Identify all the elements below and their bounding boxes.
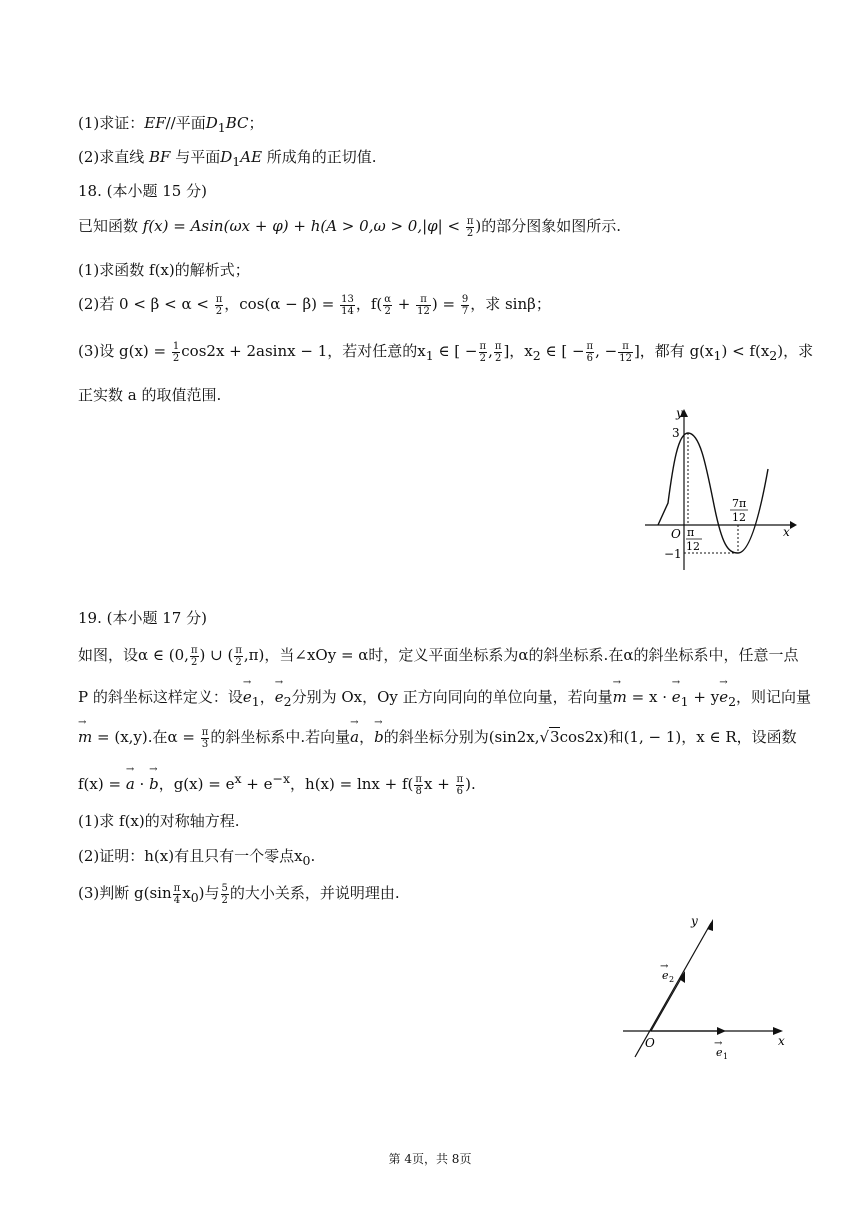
x-label: x <box>783 525 790 539</box>
frac <box>494 341 503 364</box>
q17-part1-prefix: (1)求证： <box>78 114 145 132</box>
vector-m: → m <box>613 688 627 706</box>
q18-part3-end: )，求 <box>777 342 814 360</box>
bracket: ]，都有 g(x <box>633 342 714 360</box>
vector-a: → a <box>126 775 135 793</box>
sup: x <box>234 771 242 786</box>
origin-label: O <box>671 527 681 541</box>
vector-e2: → e <box>275 688 284 706</box>
frac <box>461 294 469 317</box>
frac-num: π <box>586 340 594 352</box>
q19-line1-rest: ,π)，当∠xOy = α时，定义平面坐标系为α的斜坐标系.在α的斜坐标系中，任意一点 <box>243 646 799 664</box>
frac-num: π <box>479 340 487 352</box>
h: ，h(x) = lnx + f( <box>290 775 414 793</box>
end: . <box>310 847 316 865</box>
lt: ) < f(x <box>721 342 770 360</box>
frac <box>383 294 392 317</box>
frac <box>221 883 229 906</box>
e2-overarrow: → <box>660 961 669 972</box>
vector-m: → m <box>78 728 92 746</box>
frac-den: 6 <box>586 352 593 364</box>
vector-b: → b <box>149 775 159 793</box>
q19-line3: → m = (x,y).在α = $\frac{\pi}{3}$ 的斜坐标系中.若向量→ a，→ b的斜坐标分别为(sin2x,√3cos2x)和(1, − 1)，x ∈ R，设函数 <box>78 726 797 750</box>
comma: , <box>488 342 493 360</box>
q18-part3-mid: cos2x + 2asinx − 1，若对任意的x <box>181 342 426 360</box>
comma: ， <box>259 688 275 706</box>
prefix: f(x) = <box>78 775 126 793</box>
frac <box>414 774 423 797</box>
plus: + y <box>688 688 720 706</box>
frac-den: 7 <box>461 305 469 317</box>
q17-part1-sep: //平面 <box>165 114 206 132</box>
x-axis-arrow <box>790 521 797 529</box>
x: x <box>182 884 191 902</box>
frac-num: π <box>173 882 181 894</box>
q19-graph <box>615 905 805 1075</box>
frac <box>416 294 431 317</box>
frac-num: π <box>416 294 431 306</box>
coord: 的斜坐标分别为(sin2x, <box>383 728 540 746</box>
y-tick-3: 3 <box>672 426 680 440</box>
q18-part3-prefix: (3)设 g(x) = <box>78 342 171 360</box>
q18-intro <box>78 215 621 239</box>
sub: 2 <box>532 348 541 363</box>
q19-line4 <box>78 771 476 797</box>
q18-intro-prefix: 已知函数 <box>78 217 143 235</box>
vector-e1: → e <box>243 688 252 706</box>
plus: + e <box>241 775 273 793</box>
q19-line1 <box>78 644 798 668</box>
end: 的大小关系，并说明理由. <box>229 884 400 902</box>
in: ∈ [ − <box>433 342 478 360</box>
frac-num: 9 <box>461 293 469 305</box>
frac-den: 12 <box>619 352 632 364</box>
vector-b: → b <box>374 728 384 746</box>
frac-num: 1 <box>172 340 180 352</box>
frac-den: 2 <box>172 352 180 364</box>
vector-a: → a <box>350 728 359 746</box>
dot: · <box>134 775 150 793</box>
sub: 0 <box>302 853 311 868</box>
y-label: y <box>676 406 683 420</box>
q18-part3 <box>78 340 813 364</box>
e1-overarrow: → <box>714 1038 723 1049</box>
sub: 1 <box>680 694 689 709</box>
sup: −x <box>272 771 291 786</box>
q18-part3-line2: 正实数 a 的取值范围. <box>78 386 222 404</box>
comma: , − <box>595 342 618 360</box>
q18-graph <box>640 405 800 575</box>
frac <box>456 774 465 797</box>
q18-part2-prefix: (2)若 0 < β < α < <box>78 295 214 313</box>
frac-num: 5 <box>221 882 228 894</box>
q18-intro-post: )的部分图象如图所示. <box>475 217 622 235</box>
y-tick-minus1: −1 <box>664 547 682 561</box>
q17-part2-plane2: AE <box>240 148 263 166</box>
frac-den: 2 <box>494 352 502 364</box>
page-footer: 第 4页，共 8页 <box>388 1152 472 1166</box>
q17-part1-plane: D <box>205 114 218 132</box>
origin-label: O <box>645 1036 655 1050</box>
q17-part2 <box>78 146 377 169</box>
sub: 2 <box>769 348 778 363</box>
frac <box>586 341 595 364</box>
q19-part3 <box>78 882 400 906</box>
q17-part2-plane: D <box>220 148 233 166</box>
sub: 1 <box>425 348 434 363</box>
frac-num: 13 <box>341 293 354 305</box>
frac <box>234 645 243 668</box>
q18-intro-func: f(x) = Asin(ωx + φ) + h(A > 0,ω > 0,|φ| < <box>142 217 465 235</box>
y-axis-arrow <box>707 919 713 931</box>
frac <box>173 883 182 906</box>
frac-num: π <box>235 644 242 656</box>
comma: ， <box>359 728 375 746</box>
q19-line2-prefix: P 的斜坐标这样定义：设 <box>78 688 243 706</box>
bracket: ]，x <box>503 342 533 360</box>
frac-num: π <box>494 340 502 352</box>
q19-header: 19. (本小题 17 分) <box>78 609 207 627</box>
x-tick2-den: 12 <box>732 511 746 524</box>
eq: = x · <box>626 688 672 706</box>
frac-num: π <box>215 293 223 305</box>
sub: 0 <box>190 890 199 905</box>
q19-line2-end: ，则记向量 <box>736 688 812 706</box>
frac-den: 8 <box>415 785 422 797</box>
frac <box>201 727 210 750</box>
q19-line2-mid: 分别为 Ox，Oy 正方向同向的单位向量，若向量 <box>291 688 613 706</box>
q18-part2-f: ，f( <box>355 295 383 313</box>
q18-intro-frac <box>466 216 475 239</box>
q17-part2-end: 所成角的正切值. <box>262 148 377 166</box>
g: ，g(x) = e <box>158 775 235 793</box>
q18-part2 <box>78 293 551 317</box>
frac-num: π <box>415 773 422 785</box>
frac-den: 12 <box>417 305 430 317</box>
frac <box>340 294 355 317</box>
frac <box>618 341 633 364</box>
frac-num: π <box>466 215 474 227</box>
q19-line3-mid: 的斜坐标系中.若向量 <box>210 728 351 746</box>
sub: 2 <box>283 694 292 709</box>
q19-line2 <box>78 686 811 709</box>
q17-part1-segment: EF <box>144 114 166 132</box>
frac-num: α <box>384 293 392 305</box>
frac <box>215 294 224 317</box>
q17-part2-sub: 1 <box>232 154 241 169</box>
frac-den: 2 <box>191 656 198 668</box>
q17-part2-mid: 与平面 <box>170 148 221 166</box>
q18-part1: (1)求函数 f(x)的解析式； <box>78 261 250 279</box>
q19-part2 <box>78 845 315 868</box>
e1-arrow <box>717 1027 726 1035</box>
e1-sub: 1 <box>723 1052 729 1061</box>
frac <box>190 645 199 668</box>
sub: 2 <box>728 694 737 709</box>
x: x + <box>423 775 455 793</box>
frac-den: 2 <box>466 227 474 239</box>
x-tick2-num: 7π <box>732 497 747 510</box>
sqrt: 3 <box>550 728 560 746</box>
frac-den: 2 <box>215 305 223 317</box>
vector-e2: → e <box>719 688 728 706</box>
q19-line3-end: cos2x)和(1, − 1)，x ∈ R，设函数 <box>559 728 797 746</box>
mid: )与 <box>198 884 220 902</box>
e2-label: e <box>662 969 669 982</box>
frac <box>479 341 488 364</box>
q19-line1-prefix: 如图，设α ∈ (0, <box>78 646 189 664</box>
y-label: y <box>691 914 698 928</box>
frac-num: π <box>618 341 633 353</box>
frac-den: 2 <box>479 352 486 364</box>
e2-sub: 2 <box>669 975 675 984</box>
q17-part2-prefix: (2)求直线 <box>78 148 150 166</box>
x-tick1-den: 12 <box>686 540 700 553</box>
frac-num: π <box>190 644 198 656</box>
cup: ) ∪ ( <box>199 646 234 664</box>
sub: 1 <box>251 694 260 709</box>
frac-den: 2 <box>384 305 391 317</box>
eq: = (x,y).在α = <box>92 728 200 746</box>
frac-den: 2 <box>235 656 242 668</box>
e2-vector <box>651 975 683 1031</box>
prefix: (3)判断 g(sin <box>78 884 172 902</box>
q17-part1 <box>78 112 264 135</box>
x-label: x <box>778 1034 785 1048</box>
sub: 1 <box>713 348 722 363</box>
q18-header: 18. (本小题 15 分) <box>78 182 207 200</box>
q17-part1-sub: 1 <box>217 120 226 135</box>
q17-part1-plane2: BC <box>225 114 249 132</box>
frac-den: 6 <box>456 785 464 797</box>
q17-part1-end: ； <box>248 114 264 132</box>
frac-den: 2 <box>221 894 228 906</box>
frac-num: π <box>456 773 464 785</box>
frac-num: π <box>201 726 209 738</box>
q18-part2-end: ，求 sinβ； <box>470 295 551 313</box>
frac <box>172 341 180 364</box>
in: ∈ [ − <box>540 342 585 360</box>
q19-part1: (1)求 f(x)的对称轴方程. <box>78 812 240 830</box>
prefix: (2)证明：h(x)有且只有一个零点x <box>78 847 303 865</box>
close: ) = <box>431 295 460 313</box>
q18-part2-mid: ，cos(α − β) = <box>224 295 340 313</box>
x-tick1-num: π <box>687 526 695 539</box>
vector-e1: → e <box>672 688 681 706</box>
frac-den: 3 <box>201 738 209 750</box>
frac-den: 4 <box>173 894 181 906</box>
q17-part2-line: BF <box>149 148 171 166</box>
e1-label: e <box>716 1046 723 1059</box>
frac-den: 14 <box>341 305 354 317</box>
end: ). <box>465 775 476 793</box>
plus: + <box>393 295 416 313</box>
